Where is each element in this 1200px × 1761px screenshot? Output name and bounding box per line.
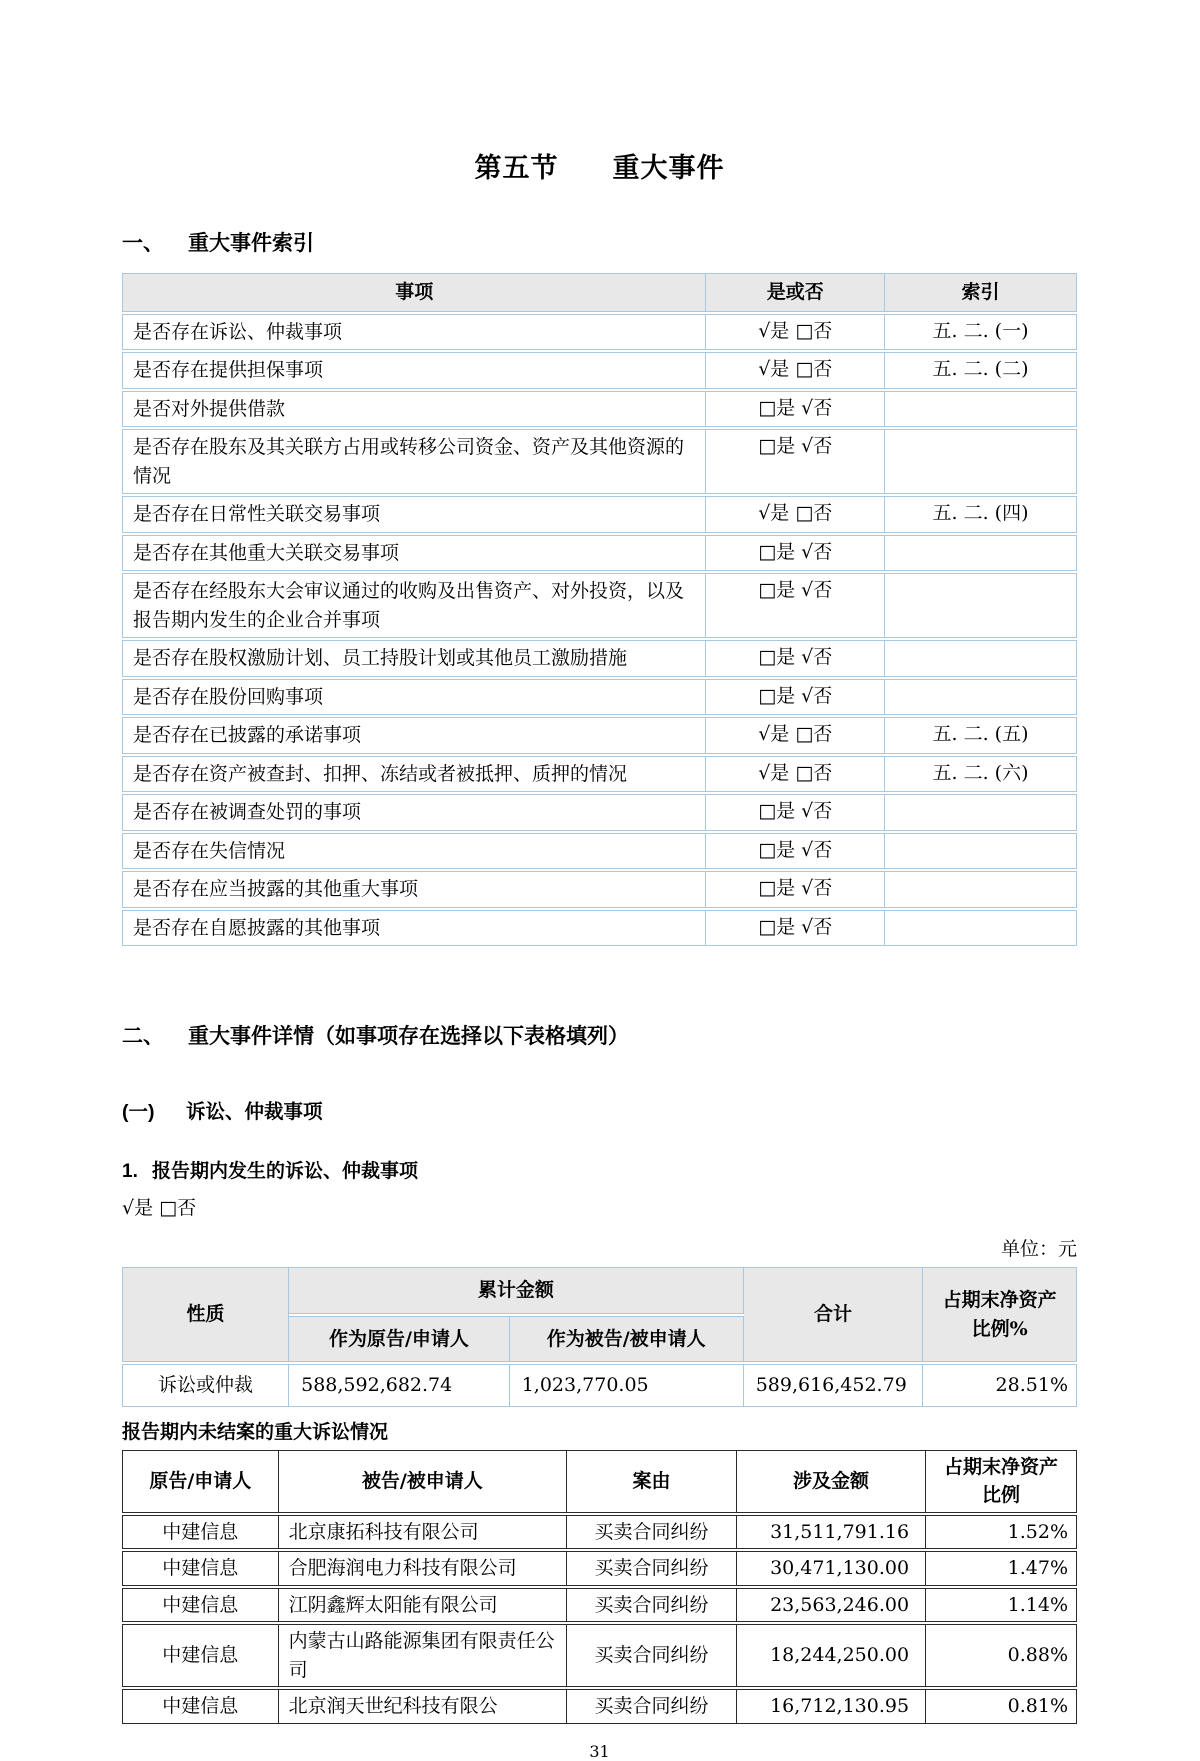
defendant-cell: 江阴鑫辉太阳能有限公司 <box>279 1588 567 1623</box>
answer-cell: □是 √否 <box>706 573 885 638</box>
item-cell: 是否存在被调查处罚的事项 <box>122 794 706 831</box>
answer-cell: □是 √否 <box>706 794 885 831</box>
table-row <box>122 756 1077 793</box>
section-details-number: 二、 <box>122 1025 164 1048</box>
index-cell: 五. 二. (四) <box>885 496 1077 533</box>
cause-cell: 买卖合同纠纷 <box>567 1689 737 1724</box>
amount-cell: 16,712,130.95 <box>737 1689 926 1724</box>
answer-cell: □是 √否 <box>706 391 885 428</box>
amount-cell: 23,563,246.00 <box>737 1588 926 1623</box>
defendant-cell: 内蒙古山路能源集团有限责任公司 <box>279 1624 567 1687</box>
litigation-item-heading <box>122 1156 1077 1183</box>
unit-label: 单位：元 <box>1000 1238 1077 1260</box>
answer-cell: □是 √否 <box>706 871 885 908</box>
plaintiff-cell: 中建信息 <box>122 1515 279 1550</box>
table-row <box>122 314 1077 351</box>
section-details-title: 重大事件详情（如事项存在选择以下表格填列） <box>188 1025 629 1048</box>
header-defendant: 被告/被申请人 <box>279 1450 567 1513</box>
table-row <box>122 1689 1077 1724</box>
pending-cases-table <box>122 1448 1077 1726</box>
item-cell: 是否存在其他重大关联交易事项 <box>122 535 706 572</box>
item-cell: 是否存在应当披露的其他重大事项 <box>122 871 706 908</box>
index-cell: 五. 二. (一) <box>885 314 1077 351</box>
litigation-subheading <box>122 1096 1077 1124</box>
cause-cell: 买卖合同纠纷 <box>567 1515 737 1550</box>
header-cause: 案由 <box>567 1450 737 1513</box>
table-row <box>122 573 1077 638</box>
item-cell: 是否存在股东及其关联方占用或转移公司资金、资产及其他资源的情况 <box>122 429 706 494</box>
page-title-section-number: 第五节 <box>474 153 559 183</box>
page-title-text: 重大事件 <box>612 153 725 183</box>
item-cell: 是否存在资产被查封、扣押、冻结或者被抵押、质押的情况 <box>122 756 706 793</box>
table-row <box>122 794 1077 831</box>
index-cell <box>885 391 1077 428</box>
plaintiff-cell: 中建信息 <box>122 1588 279 1623</box>
item-cell: 是否存在诉讼、仲裁事项 <box>122 314 706 351</box>
table-row <box>122 717 1077 754</box>
page-number: 31 <box>589 1741 610 1761</box>
table-row <box>122 833 1077 870</box>
amount-cell: 30,471,130.00 <box>737 1551 926 1586</box>
table-row <box>122 429 1077 494</box>
table-row <box>122 352 1077 389</box>
litigation-item-title: 报告期内发生的诉讼、仲裁事项 <box>152 1161 419 1182</box>
answer-cell: □是 √否 <box>706 833 885 870</box>
section-index-heading <box>122 227 1077 257</box>
header-as-plaintiff: 作为原告/申请人 <box>289 1316 510 1363</box>
item-cell: 是否存在股权激励计划、员工持股计划或其他员工激励措施 <box>122 640 706 677</box>
index-cell <box>885 535 1077 572</box>
defendant-cell: 北京润天世纪科技有限公 <box>279 1689 567 1724</box>
ratio-cell: 1.47% <box>926 1551 1077 1586</box>
answer-cell: √是 □否 <box>706 717 885 754</box>
litigation-title: 诉讼、仲裁事项 <box>186 1101 323 1123</box>
item-cell: 是否存在失信情况 <box>122 833 706 870</box>
defendant-cell: 合肥海润电力科技有限公司 <box>279 1551 567 1586</box>
amount-cell: 31,511,791.16 <box>737 1515 926 1550</box>
section-index-number: 一、 <box>122 232 164 255</box>
index-cell <box>885 429 1077 494</box>
item-cell: 是否存在自愿披露的其他事项 <box>122 910 706 947</box>
index-cell <box>885 794 1077 831</box>
defendant-cell: 北京康拓科技有限公司 <box>279 1515 567 1550</box>
header-yes-no: 是或否 <box>706 273 885 312</box>
answer-cell: √是 □否 <box>706 756 885 793</box>
table-row <box>122 640 1077 677</box>
amount-cell: 18,244,250.00 <box>737 1624 926 1687</box>
plaintiff-cell: 中建信息 <box>122 1689 279 1724</box>
header-index: 索引 <box>885 273 1077 312</box>
table-row <box>122 1515 1077 1550</box>
header-as-defendant: 作为被告/被申请人 <box>510 1316 744 1363</box>
summary-data-row <box>122 1364 1077 1407</box>
item-cell: 是否存在日常性关联交易事项 <box>122 496 706 533</box>
answer-cell: √是 □否 <box>706 314 885 351</box>
plaintiff-cell: 中建信息 <box>122 1624 279 1687</box>
header-cumulative-amount: 累计金额 <box>289 1267 744 1314</box>
answer-cell: □是 √否 <box>706 910 885 947</box>
answer-cell: □是 √否 <box>706 535 885 572</box>
litigation-answer: √是 □否 <box>122 1197 197 1219</box>
table-row <box>122 496 1077 533</box>
index-cell <box>885 910 1077 947</box>
table-row <box>122 1551 1077 1586</box>
index-cell: 五. 二. (五) <box>885 717 1077 754</box>
plaintiff-cell: 中建信息 <box>122 1551 279 1586</box>
header-net-asset-ratio: 占期末净资产比例% <box>923 1267 1077 1362</box>
header-plaintiff: 原告/申请人 <box>122 1450 279 1513</box>
table-row <box>122 391 1077 428</box>
cause-cell: 买卖合同纠纷 <box>567 1551 737 1586</box>
index-cell <box>885 640 1077 677</box>
cause-cell: 买卖合同纠纷 <box>567 1624 737 1687</box>
table-row <box>122 1588 1077 1623</box>
index-cell: 五. 二. (二) <box>885 352 1077 389</box>
header-amount-involved: 涉及金额 <box>737 1450 926 1513</box>
answer-cell: □是 √否 <box>706 640 885 677</box>
item-cell: 是否存在股份回购事项 <box>122 679 706 716</box>
answer-cell: □是 √否 <box>706 429 885 494</box>
answer-cell: √是 □否 <box>706 496 885 533</box>
ratio-cell: 0.88% <box>926 1624 1077 1687</box>
ratio-cell: 1.52% <box>926 1515 1077 1550</box>
pending-header-row <box>122 1450 1077 1513</box>
item-cell: 是否对外提供借款 <box>122 391 706 428</box>
section-details-heading <box>122 1020 1077 1050</box>
summary-header-row-1 <box>122 1267 1077 1314</box>
litigation-number: (一) <box>122 1101 155 1123</box>
cause-cell: 买卖合同纠纷 <box>567 1588 737 1623</box>
nature-cell: 诉讼或仲裁 <box>122 1364 289 1407</box>
major-events-index-table <box>122 271 1077 948</box>
index-cell: 五. 二. (六) <box>885 756 1077 793</box>
table-row <box>122 910 1077 947</box>
ratio-cell: 1.14% <box>926 1588 1077 1623</box>
table-row <box>122 1624 1077 1687</box>
answer-cell: √是 □否 <box>706 352 885 389</box>
index-cell <box>885 871 1077 908</box>
page-title <box>122 146 1077 185</box>
header-item: 事项 <box>122 273 706 312</box>
table-row <box>122 679 1077 716</box>
index-cell <box>885 679 1077 716</box>
header-nature: 性质 <box>122 1267 289 1362</box>
plaintiff-amount-cell: 588,592,682.74 <box>289 1364 510 1407</box>
header-net-asset-ratio: 占期末净资产比例 <box>926 1450 1077 1513</box>
litigation-item-number: 1. <box>122 1161 138 1182</box>
litigation-summary-table <box>122 1265 1077 1409</box>
table-row <box>122 535 1077 572</box>
item-cell: 是否存在已披露的承诺事项 <box>122 717 706 754</box>
index-table-header-row <box>122 273 1077 312</box>
item-cell: 是否存在经股东大会审议通过的收购及出售资产、对外投资，以及报告期内发生的企业合并事项 <box>122 573 706 638</box>
header-total: 合计 <box>744 1267 924 1362</box>
defendant-amount-cell: 1,023,770.05 <box>510 1364 744 1407</box>
pending-cases-title: 报告期内未结案的重大诉讼情况 <box>122 1421 389 1443</box>
item-cell: 是否存在提供担保事项 <box>122 352 706 389</box>
ratio-cell: 0.81% <box>926 1689 1077 1724</box>
index-cell <box>885 833 1077 870</box>
index-cell <box>885 573 1077 638</box>
answer-cell: □是 √否 <box>706 679 885 716</box>
table-row <box>122 871 1077 908</box>
section-index-title: 重大事件索引 <box>188 232 314 255</box>
ratio-cell: 28.51% <box>923 1364 1077 1407</box>
total-amount-cell: 589,616,452.79 <box>744 1364 924 1407</box>
